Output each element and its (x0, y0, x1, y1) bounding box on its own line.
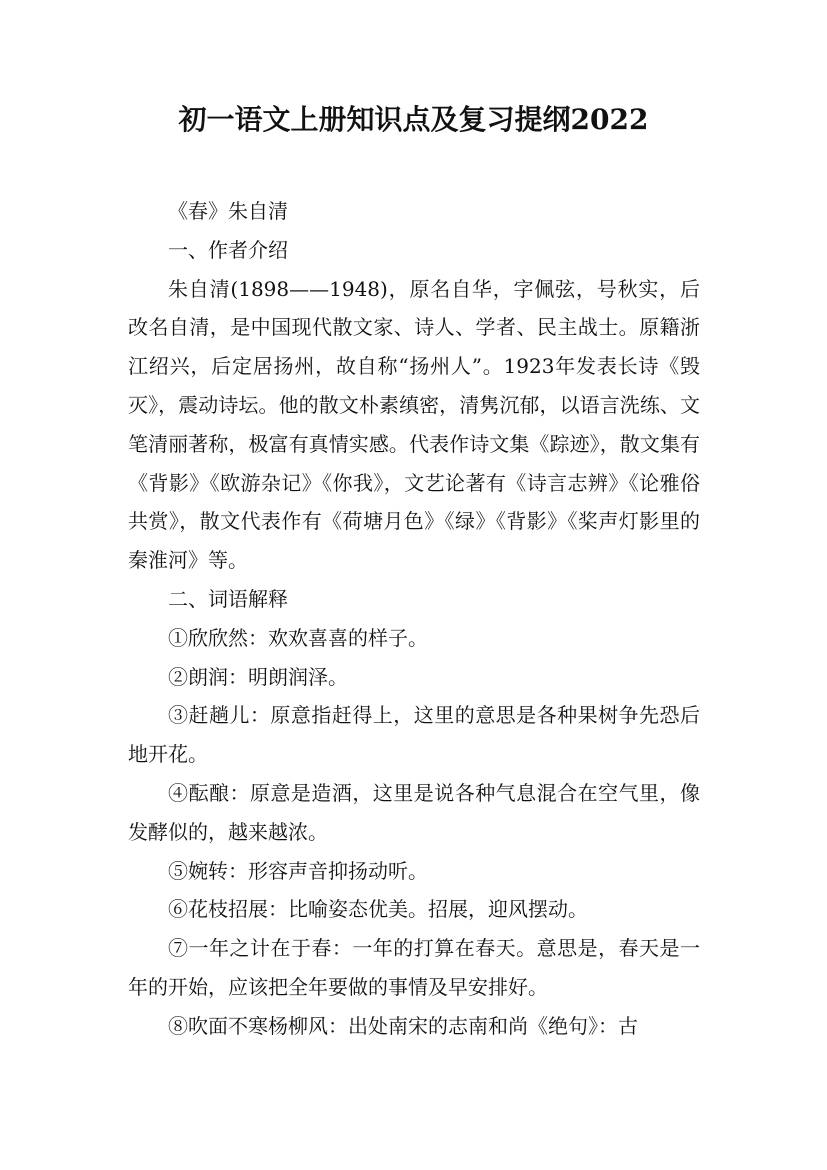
vocab-item-8: ⑧吹面不寒杨柳风：出处南宋的志南和尚《绝句》：古 (168, 1013, 638, 1038)
vocab-item-5: ⑤婉转：形容声音抑扬动听。 (168, 858, 428, 883)
paragraph-author-bio: 朱自清(1898——1948)，原名自华，字佩弦，号秋实，后改名自清，是中国现代散文家、诗人、学者、民主战士。原籍浙江绍兴，后定居扬州，故自称“扬州人”。1923年发表长诗《毁灭》，震动诗坛。他的散文朴素缜密，清隽沉郁，以语言洗练、文笔清丽著称，极富有真情实感。代表作诗文集《踪迹》，散文集有《背影》《欧游杂记》《你我》，文艺论著有《诗言志辨》《论雅俗共赏》，散文代表作有《荷塘月色》《绿》《背影》《桨声灯影里的秦淮河》等。 (128, 276, 700, 573)
vocab-item-1: ①欣欣然：欢欢喜喜的样子。 (168, 625, 428, 650)
vocab-item-6: ⑥花枝招展：比喻姿态优美。招展，迎风摆动。 (168, 897, 588, 922)
vocab-item-2: ②朗润：明朗润泽。 (168, 664, 348, 689)
heading-author-intro: 一、作者介绍 (168, 237, 288, 262)
heading-vocabulary: 二、词语解释 (168, 586, 288, 611)
vocab-item-3: ③赶趟儿：原意指赶得上，这里的意思是各种果树争先恐后地开花。 (128, 703, 700, 767)
document-title: 初一语文上册知识点及复习提纲2022 (178, 103, 649, 136)
section-title-spring: 《春》朱自清 (168, 199, 288, 223)
vocab-item-4: ④酝酿：原意是造酒，这里是说各种气息混合在空气里，像发酵似的，越来越浓。 (128, 780, 700, 844)
document-body (128, 192, 700, 1046)
vocab-item-7: ⑦一年之计在于春：一年的打算在春天。意思是，春天是一年的开始，应该把全年要做的事情及早安排好。 (128, 936, 700, 999)
